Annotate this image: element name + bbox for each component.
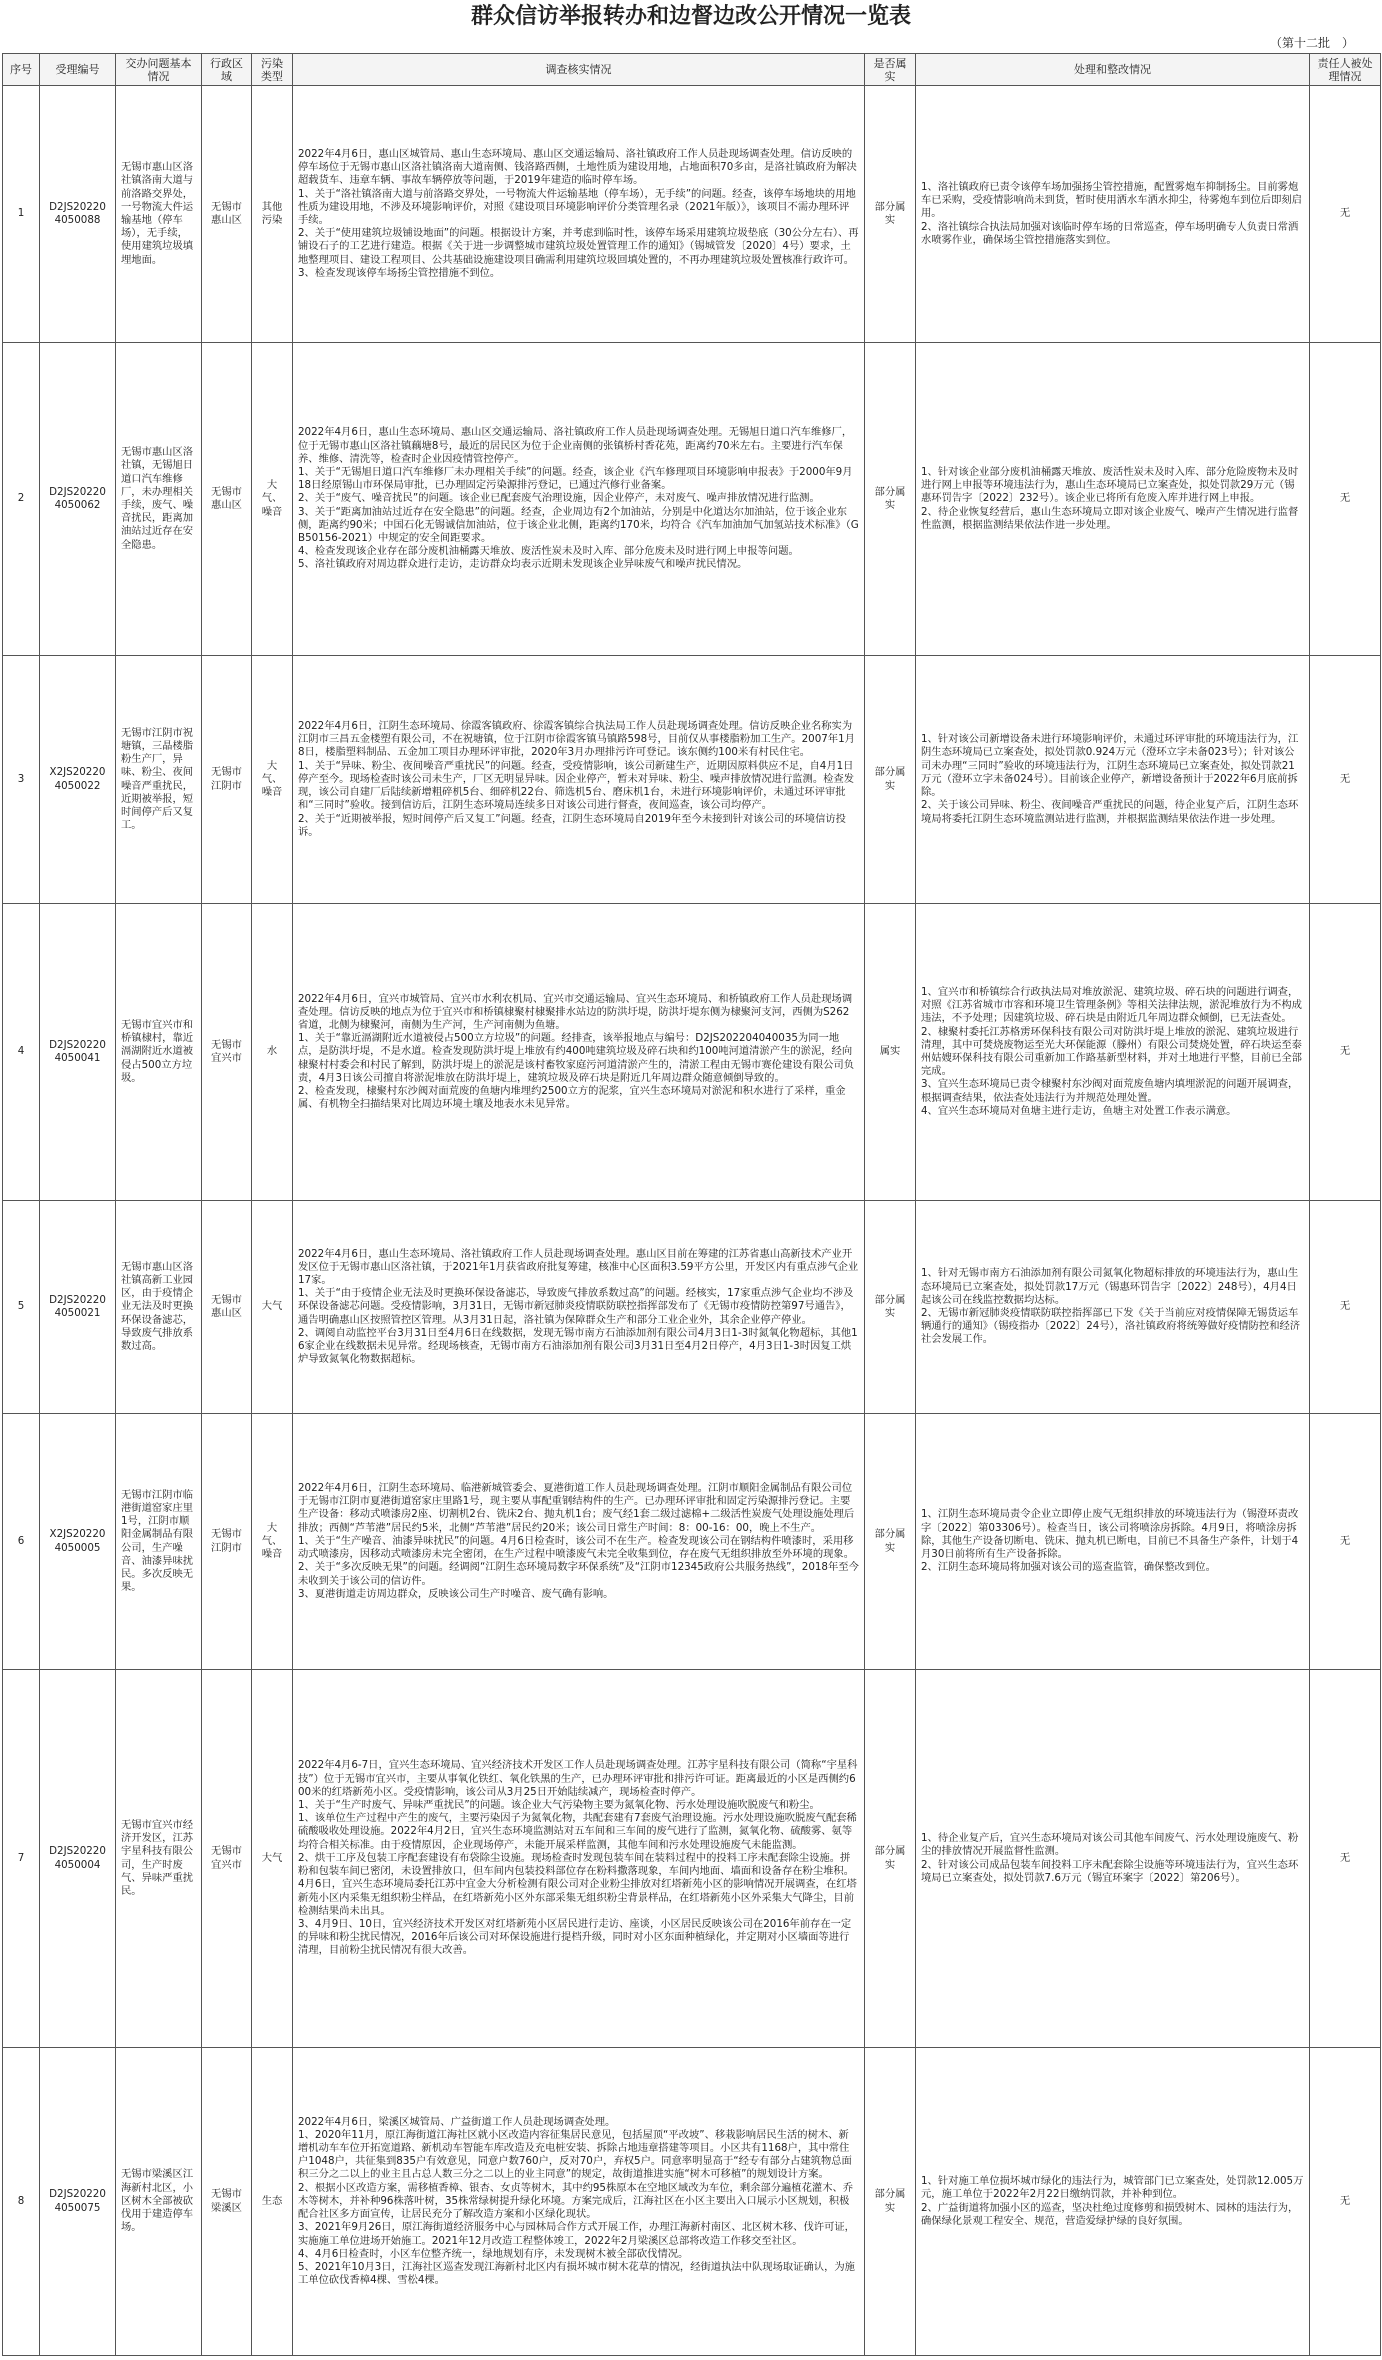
row-accountability: 无 <box>1310 904 1381 1201</box>
row-code: D2JS20220 4050041 <box>40 904 116 1201</box>
table-row <box>3 904 1381 1201</box>
row-region: 无锡市江阴市 <box>202 656 252 904</box>
row-investigation: 2022年4月6-7日，宜兴生态环境局、宜兴经济技术开发区工作人员赴现场调查处理。江苏宇星科技有限公司（简称“宇星科技”）位于无锡市宜兴市，主要从事氧化铁红、氧化铁黑的生产，已办理环评审批和排污许可证。距离最近的小区是西侧约600米的红塔新苑小区。受疫情影响，该公司从3月25日开始陆续减产，现场检查时停产。 1、关于“生产时废气、异味严重扰民”的问题。该企业大气污染物主要为氮氧化物、污水处理设施吹脱废气和粉尘。 1、该单位生产过程中产生的废气，主要污染因子为氮氧化物，共配套建有7套废气治理设施。污水处理设施吹脱废气配套稀硫酸吸收处理设施。2022年4月2日，宜兴生态环境监测站对五车间和三车间的废气进行了监测，氮氧化物、硫酸雾、氨等均符合相关标准。由于疫情原因，企业现场停产，未能开展采样监测，其他车间和污水处理设施废气未能监测。 2、烘干工序及包装工序配套建设有布袋除尘设施。现场检查时发现包装车间在装料过程中的投料工序未配套除尘设施。拼粉和包装车间已密闭，未设置排放口，但车间内包装投料部位存在粉料撒落现象，车间内地面、墙面和设备存在粉尘堆积。4月6日，宜兴生态环境局委托江苏中宜金大分析检测有限公司对企业粉尘排放对红塔新苑小区的影响情况开展调查，在红塔新苑小区内采集无组织粉尘样品，在红塔新苑小区外东部采集无组织粉尘背景样品，在红塔新苑小区外采集大气降尘，目前检测结果尚未出具。 3、4月9日、10日，宜兴经济技术开发区对红塔新苑小区居民进行走访、座谈，小区居民反映该公司在2016年前存在一定的异味和粉尘扰民情况，2016年后该公司对环保设施进行提档升级，同时对小区东面种植绿化，并定期对小区墙面等进行清理，目前粉尘扰民情况有很大改善。 <box>293 1670 865 2048</box>
header-pollution: 污染类型 <box>252 54 293 86</box>
table-row <box>3 1201 1381 1414</box>
row-verified: 部分属实 <box>865 1414 916 1670</box>
row-pollution: 其他污染 <box>252 86 293 343</box>
row-code: X2JS20220 4050022 <box>40 656 116 904</box>
row-verified: 部分属实 <box>865 2048 916 2356</box>
row-code: D2JS20220 4050004 <box>40 1670 116 2048</box>
row-region: 无锡市惠山区 <box>202 86 252 343</box>
table-row <box>3 2048 1381 2356</box>
row-handling: 1、针对该企业部分废机油桶露天堆放、废活性炭未及时入库、部分危险废物未及时进行网上申报等环境违法行为，惠山生态环境局已立案查处，拟处罚款29万元（锡惠环罚告字〔2022〕232号）。该企业已将所有危废入库并进行网上申报。 2、待企业恢复经营后，惠山生态环境局立即对该企业废气、噪声产生情况进行监督性监测，根据监测结果依法作进一步处理。 <box>916 343 1310 656</box>
row-verified: 属实 <box>865 904 916 1201</box>
row-handling: 1、洛社镇政府已责令该停车场加强扬尘管控措施，配置雾炮车抑制扬尘。目前雾炮车已采购，受疫情影响尚未到货，暂时使用洒水车洒水抑尘，待雾炮车到位后即刻启用。 2、洛社镇综合执法局加强对该临时停车场的日常巡查，停车场明确专人负责日常洒水喷雾作业，确保场尘管控措施落实到位。 <box>916 86 1310 343</box>
row-seq: 6 <box>3 1414 40 1670</box>
row-investigation: 2022年4月6日，惠山生态环境局、惠山区交通运输局、洛社镇政府工作人员赴现场调查处理。无锡旭日道口汽车维修厂，位于无锡市惠山区洛社镇藕塘8号，最近的居民区为位于企业南侧的张镇桥村香花苑，距离约70米左右。主要进行汽车保养、维修、清洗等，检查时企业因疫情管控停产。 1、关于“无锡旭日道口汽车维修厂未办理相关手续”的问题。经查，该企业《汽车修理项目环境影响申报表》于2000年9月18日经原锡山市环保局审批，已办理固定污染源排污登记，已通过汽修行业备案。 2、关于“废气、噪音扰民”的问题。该企业已配套废气治理设施，因企业停产，未对废气、噪声排放情况进行监测。 3、关于“距离加油站过近存在安全隐患”的问题。经查，企业周边有2个加油站，分别是中化道达尔加油站，位于该企业东侧，距离约90米；中国石化无锡诚信加油站，位于该企业北侧，距离约170米，均符合《汽车加油加气加氢站技术标准》（GB50156-2021）中规定的安全间距要求。 4、检查发现该企业存在部分废机油桶露天堆放、废活性炭未及时入库、部分危废未及时进行网上申报等问题。 5、洛社镇政府对周边群众进行走访，走访群众均表示近期未发现该企业异味废气和噪声扰民情况。 <box>293 343 865 656</box>
header-investigation: 调查核实情况 <box>293 54 865 86</box>
row-handling: 1、针对无锡市南方石油添加剂有限公司氮氧化物超标排放的环境违法行为，惠山生态环境局已立案查处，拟处罚款17万元（锡惠环罚告字〔2022〕248号），4月4日起该公司在线监控数据均达标。 2、无锡市新冠肺炎疫情联防联控指挥部已下发《关于当前应对疫情保障无锡货运车辆通行的通知》（锡疫指办〔2022〕24号），洛社镇政府将统筹做好疫情防控和经济社会发展工作。 <box>916 1201 1310 1414</box>
row-handling: 1、针对该公司新增设备未进行环境影响评价，未通过环评审批的环境违法行为，江阴生态环境局已立案查处，拟处罚款0.924万元（澄环立字未备023号）；针对该公司未办理“三同时”验收的环境违法行为，江阴生态环境局已立案查处，拟处罚款21万元（澄环立字未备024号）。目前该企业停产，新增设备预计于2022年6月底前拆除。 2、关于该公司异味、粉尘、夜间噪音严重扰民的问题，待企业复产后，江阴生态环境局将委托江阴生态环境监测站进行监测，并根据监测结果依法作进一步处理。 <box>916 656 1310 904</box>
table-row <box>3 1670 1381 2048</box>
row-handling: 1、待企业复产后，宜兴生态环境局对该公司其他车间废气、污水处理设施废气、粉尘的排放情况开展监督性监测。 2、针对该公司成品包装车间投料工序未配套除尘设施等环境违法行为，宜兴生态环境局已立案查处，拟处罚款7.6万元（锡宜环案字〔2022〕第206号）。 <box>916 1670 1310 2048</box>
header-accountability: 责任人被处理情况 <box>1310 54 1381 86</box>
row-region: 无锡市江阴市 <box>202 1414 252 1670</box>
row-accountability: 无 <box>1310 656 1381 904</box>
row-seq: 4 <box>3 904 40 1201</box>
header-region: 行政区域 <box>202 54 252 86</box>
row-issue: 无锡市惠山区洛社镇高新工业园区，由于疫情企业无法及时更换环保设备滤芯，导致废气排放系数过高。 <box>116 1201 202 1414</box>
table-row <box>3 656 1381 904</box>
row-investigation: 2022年4月6日，江阴生态环境局、临港新城管委会、夏港街道工作人员赴现场调查处理。江阴市顺阳金属制品有限公司位于无锡市江阴市夏港街道窑家庄里路1号，现主要从事配重钢结构件的生产。已办理环评审批和固定污染源排污登记。主要生产设备：移动式喷漆房2座、切割机2台、铣床2台、抛丸机1台；废气经1套二级过滤棉+二级活性炭废气处理设施处理后排放；西侧“芦苇港”居民约5米，北侧“芦苇港”居民约20米；该公司日常生产时间：8：00-16：00，晚上不生产。 1、关于“生产噪音、油漆异味扰民”的问题。4月6日检查时，该公司不在生产。检查发现该公司在钢结构件喷漆时，采用移动式喷漆房，因移动式喷漆房未完全密闭，在生产过程中喷漆废气未完全收集到位，存在废气无组织排放至外环境的现象。 2、关于“多次反映无果”的问题。经调阅“江阴生态环境局数字环保系统”及“江阴市12345政府公共服务热线”，2018年至今未收到关于该公司的信访件。 3、夏港街道走访周边群众，反映该公司生产时噪音、废气确有影响。 <box>293 1414 865 1670</box>
row-seq: 5 <box>3 1201 40 1414</box>
row-region: 无锡市惠山区 <box>202 1201 252 1414</box>
row-code: D2JS20220 4050088 <box>40 86 116 343</box>
row-region: 无锡市宜兴市 <box>202 1670 252 2048</box>
table-header-row <box>3 54 1381 86</box>
row-issue: 无锡市惠山区洛社镇，无锡旭日道口汽车维修厂，未办理相关手续，废气、噪音扰民，距离加油站过近存在安全隐患。 <box>116 343 202 656</box>
row-pollution: 生态 <box>252 2048 293 2356</box>
row-verified: 部分属实 <box>865 1670 916 2048</box>
row-handling: 1、宜兴市和桥镇综合行政执法局对堆放淤泥、建筑垃圾、碎石块的问题进行调查，对照《江苏省城市市容和环境卫生管理条例》等相关法律法规，淤泥堆放行为不构成违法，不予处理；因建筑垃圾、碎石块是由附近几年周边群众倾倒，已无法查处。 2、棣聚村委托江苏格雳环保科技有限公司对防洪圩堤上堆放的淤泥、建筑垃圾进行清理，其中可焚烧废物运至光大环保能源（滕州）有限公司焚烧处置，碎石块运至泰州姑嫂环保科技有限公司重新加工作路基新型材料，并对土地进行平整，目前已全部完成。 3、宜兴生态环境局已责令棣聚村东沙阀对面荒废鱼塘内填埋淤泥的问题开展调查，根据调查结果，依法查处违法行为并规范处理处置。 4、宜兴生态环境局对鱼塘主进行走访，鱼塘主对处置工作表示满意。 <box>916 904 1310 1201</box>
row-investigation: 2022年4月6日，宜兴市城管局、宜兴市水利农机局、宜兴市交通运输局、宜兴生态环境局、和桥镇政府工作人员赴现场调查处理。信访反映的地点为位于宜兴市和桥镇棣聚村棣聚排水站边的防洪圩堤，防洪圩堤东侧为棣聚河支河，西侧为S262省道，北侧为棣聚河，南侧为生产河，生产河南侧为鱼塘。 1、关于“靠近滆湖附近水道被侵占500立方垃圾”的问题。经排查，该举报地点与编号：D2JS202204040035为同一地点，是防洪圩堤，不是水道。检查发现防洪圩堤上堆放有约400吨建筑垃圾及碎石块和约100吨河道清淤产生的淤泥，经向棣聚村村委会和村民了解到，防洪圩堤上的淤泥是该村畜牧家庭污河道清淤产生的，清淤工程由无锡市赛伦建设有限公司负责，4月3日该公司擅自将淤泥堆放在防洪圩堤上，建筑垃圾及碎石块是附近几年周边群众随意倾倒导致的。 2、检查发现，棣聚村东沙阀对面荒废的鱼塘内堆埋约2500立方的泥浆，宜兴生态环境局对淤泥和积水进行了采样，重金属、有机物全扫描结果对比周边环境土壤及地表水未见异常。 <box>293 904 865 1201</box>
header-code: 受理编号 <box>40 54 116 86</box>
header-seq: 序号 <box>3 54 40 86</box>
row-issue: 无锡市惠山区洛社镇洛南大道与前洛路交界处，一号物流大件运输基地（停车场），无手续，使用建筑垃圾填埋地面。 <box>116 86 202 343</box>
row-pollution: 大气 <box>252 1670 293 2048</box>
row-code: X2JS20220 4050005 <box>40 1414 116 1670</box>
row-verified: 部分属实 <box>865 86 916 343</box>
row-issue: 无锡市梁溪区江海新村北区，小区树木全部被砍伐用于建造停车场。 <box>116 2048 202 2356</box>
row-accountability: 无 <box>1310 1414 1381 1670</box>
header-issue: 交办问题基本情况 <box>116 54 202 86</box>
row-code: D2JS20220 4050021 <box>40 1201 116 1414</box>
row-pollution: 大气、噪音 <box>252 343 293 656</box>
row-seq: 2 <box>3 343 40 656</box>
row-accountability: 无 <box>1310 1201 1381 1414</box>
row-region: 无锡市宜兴市 <box>202 904 252 1201</box>
disclosure-table <box>2 53 1381 2356</box>
row-investigation: 2022年4月6日，江阴生态环境局、徐霞客镇政府、徐霞客镇综合执法局工作人员赴现场调查处理。信访反映企业名称实为江阴市三昌五金楼塑有限公司，不在祝塘镇，位于江阴市徐霞客镇马镇路598号，目前仅从事楼脂粉加工生产。2007年1月8日，楼脂塑料制品、五金加工项目办理环评审批，2020年3月办理排污许可登记。该东侧约100米有村民住宅。 1、关于“异味、粉尘、夜间噪音严重扰民”的问题。经查，受疫情影响，该公司新建生产，近期因原料供应不足，自4月1日停产至今。现场检查时该公司未生产，厂区无明显异味。因企业停产，暂未对异味、粉尘、噪声排放情况进行监测。检查发现，该公司自建厂后陆续新增粗碎机5台、细碎机22台、筛选机5台、磨床机1台，未进行环境影响评价，未通过环评审批和“三同时”验收。接到信访后，江阴生态环境局连续多日对该公司进行督查，夜间巡查，该公司均停产。 2、关于“近期被举报，短时间停产后又复工”问题。经查，江阴生态环境局自2019年至今未接到针对该公司的环境信访投诉。 <box>293 656 865 904</box>
row-verified: 部分属实 <box>865 1201 916 1414</box>
row-pollution: 大气、噪音 <box>252 1414 293 1670</box>
row-seq: 1 <box>3 86 40 343</box>
row-seq: 3 <box>3 656 40 904</box>
row-investigation: 2022年4月6日，惠山生态环境局、洛社镇政府工作人员赴现场调查处理。惠山区目前在筹建的江苏省惠山高新技术产业开发区位于无锡市惠山区洛社镇，于2021年1月获省政府批复筹建，核准中心区面积3.59平方公里，开发区内有重点涉气企业17家。 1、关于“由于疫情企业无法及时更换环保设备滤芯，导致废气排放系数过高”的问题。经核实，17家重点涉气企业均不涉及环保设备滤芯问题。受疫情影响，3月31日，无锡市新冠肺炎疫情联防联控指挥部发布了《无锡市疫情防控第97号通告》，通告明确惠山区按照管控区管理。从3月31日起，洛社镇为保障群众生产和部分工业企业外，其余企业停产停业。 2、调阅自动监控平台3月31日至4月6日在线数据，发现无锡市南方石油添加剂有限公司4月3日1-3时氮氧化物超标，其他16家企业在线数据未见异常。经现场核查，无锡市南方石油添加剂有限公司3月31日至4月2日停产，4月3日1-3时因复工烘炉导致氮氧化物数据超标。 <box>293 1201 865 1414</box>
row-accountability: 无 <box>1310 1670 1381 2048</box>
row-code: D2JS20220 4050075 <box>40 2048 116 2356</box>
row-code: D2JS20220 4050062 <box>40 343 116 656</box>
row-handling: 1、江阴生态环境局责令企业立即停止废气无组织排放的环境违法行为（锡澄环责改字〔2022〕第03306号）。检查当日，该公司将喷涂房拆除。4月9日，将喷涂房拆除，其他生产设备切断电、铣床、抛丸机已断电，目前已不具备生产条件，计划于4月30日前将所有生产设备拆除。 2、江阴生态环境局将加强对该公司的巡查监管，确保整改到位。 <box>916 1414 1310 1670</box>
row-issue: 无锡市江阴市祝塘镇，三晶楼脂粉生产厂，异味、粉尘、夜间噪音严重扰民，近期被举报，短时间停产后又复工。 <box>116 656 202 904</box>
row-investigation: 2022年4月6日，梁溪区城管局、广益街道工作人员赴现场调查处理。 1、2020年11月，原江海街道江海社区就小区改造内容征集居民意见，包括屋顶“平改坡”、移栽影响居民生活的树木、新增机动车车位开拓宽道路、新机动车智能车库改造及充电桩安装、拆除占地违章搭建等项目。小区共有1168户，其中常住户1048户，共征集到835户有效意见，同意户数760户，反对70户，弃权5户。同意率明显高于“经专有部分占建筑物总面积三分之二以上的业主且占总人数三分之二以上的业主同意”的规定，故街道推进实施“树木可移植”的规划设计方案。 2、根据小区改造方案，需移植香樟、银杏、女贞等树木，其中约95株原本在空地区域改为车位，剩余部分遍植花灌木、乔木等树木，并补种96株落叶树，35株常绿树提升绿化环境。方案完成后，江海社区在小区主要出入口展示小区规划，积极配合社区多方面宣传，让居民充分了解改造方案和小区绿化现状。 3、2021年9月26日，原江海街道经济服务中心与园林局合作方式开展工作，办理江海新村南区、北区树木移、伐许可证，实施施工单位进场开始施工。2021年12月改造工程整体竣工，2022年2月梁溪区总部将改造工作移交至社区。 4、4月6日检查时，小区车位整齐统一，绿地规划有序，未发现树木被全部砍伐情况。 5、2021年10月3日，江海社区巡查发现江海新村北区内有损坏城市树木花草的情况，经街道执法中队现场取证确认，为施工单位砍伐香樟4棵、雪松4棵。 <box>293 2048 865 2356</box>
row-seq: 8 <box>3 2048 40 2356</box>
row-issue: 无锡市宜兴市经济开发区，江苏宇星科技有限公司，生产时废气、异味严重扰民。 <box>116 1670 202 2048</box>
batch-label: （第十二批 ） <box>1269 36 1354 50</box>
table-row <box>3 343 1381 656</box>
row-pollution: 水 <box>252 904 293 1201</box>
row-pollution: 大气 <box>252 1201 293 1414</box>
page-title: 群众信访举报转办和边督边改公开情况一览表 <box>470 4 911 29</box>
table-row <box>3 1414 1381 1670</box>
row-region: 无锡市梁溪区 <box>202 2048 252 2356</box>
table-row <box>3 86 1381 343</box>
row-accountability: 无 <box>1310 343 1381 656</box>
row-seq: 7 <box>3 1670 40 2048</box>
row-handling: 1、针对施工单位损坏城市绿化的违法行为，城管部门已立案查处，处罚款12.005万元，施工单位于2022年2月22日缴纳罚款，并补种到位。 2、广益街道将加强小区的巡查，坚决杜绝过度修剪和损毁树木、园林的违法行为，确保绿化景观工程安全、规范，营造爱绿护绿的良好氛围。 <box>916 2048 1310 2356</box>
row-issue: 无锡市宜兴市和桥镇棣村，靠近滆湖附近水道被侵占500立方垃圾。 <box>116 904 202 1201</box>
row-accountability: 无 <box>1310 86 1381 343</box>
header-verified: 是否属实 <box>865 54 916 86</box>
row-issue: 无锡市江阴市临港街道窑家庄里1号，江阴市顺阳金属制品有限公司，生产噪音、油漆异味扰民。多次反映无果。 <box>116 1414 202 1670</box>
header-handling: 处理和整改情况 <box>916 54 1310 86</box>
row-accountability: 无 <box>1310 2048 1381 2356</box>
row-verified: 部分属实 <box>865 656 916 904</box>
row-region: 无锡市惠山区 <box>202 343 252 656</box>
row-pollution: 大气、噪音 <box>252 656 293 904</box>
row-investigation: 2022年4月6日，惠山区城管局、惠山生态环境局、惠山区交通运输局、洛社镇政府工作人员赴现场调查处理。信访反映的停车场位于无锡市惠山区洛社镇洛南大道南侧、钱洛路西侧，土地性质为建设用地，占地面积70多亩，是洛社镇政府为解决超载货车、违章车辆、事故车辆停放等问题，于2019年建造的临时停车场。 1、关于“洛社镇洛南大道与前洛路交界处，一号物流大件运输基地（停车场），无手续”的问题。经查，该停车场地块的用地性质为建设用地，不涉及环境影响评价，对照《建设项目环境影响评价分类管理名录（2021年版）》，该项目不需办理环评手续。 2、关于“使用建筑垃圾铺设地面”的问题。根据设计方案，并考虑到临时性，该停车场采用建筑垃圾垫底（30公分左右）、再铺设石子的工艺进行建造。根据《关于进一步调整城市建筑垃圾处置管理工作的通知》（锡城管发〔2020〕4号）要求，土地整理项目、建设工程项目、公共基础设施建设项目确需利用建筑垃圾回填处置的，不再办理建筑垃圾处置核准行政许可。 3、检查发现该停车场扬尘管控措施不到位。 <box>293 86 865 343</box>
row-verified: 部分属实 <box>865 343 916 656</box>
